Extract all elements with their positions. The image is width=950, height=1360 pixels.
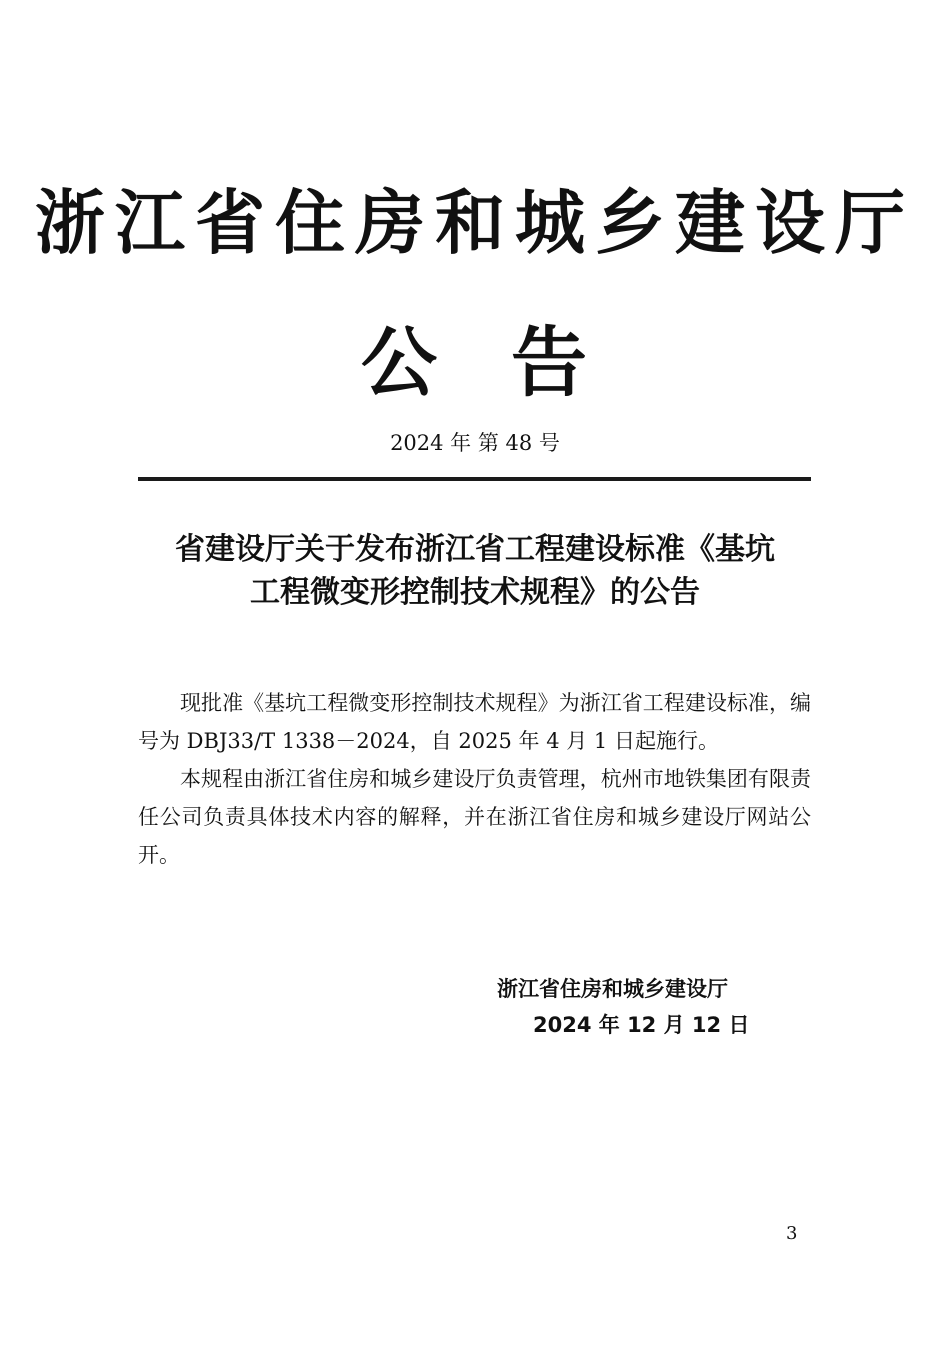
- signature-block: [497, 971, 797, 1043]
- document-number: 2024 年 第 48 号: [390, 431, 560, 455]
- headline-line-1: 省建设厅关于发布浙江省工程建设标准《基坑: [175, 532, 775, 567]
- notice-char-1: 公: [361, 318, 437, 407]
- headline-line-2: 工程微变形控制技术规程》的公告: [250, 575, 700, 610]
- notice-body: [138, 684, 811, 874]
- signature-date: 2024 年 12 月 12 日: [533, 1013, 750, 1037]
- notice-char-2: 告: [511, 318, 587, 407]
- body-paragraph-2: 本规程由浙江省住房和城乡建设厅负责管理，杭州市地铁集团有限责任公司负责具体技术内容的解释，并在浙江省住房和城乡建设厅网站公开。: [138, 767, 811, 867]
- body-paragraph-1: 现批准《基坑工程微变形控制技术规程》为浙江省工程建设标准，编号为 DBJ33/T 1338－2024，自 2025 年 4 月 1 日起施行。: [138, 691, 811, 753]
- agency-title: 浙江省住房和城乡建设厅: [35, 182, 915, 264]
- notice-headline: [100, 528, 850, 614]
- header-divider: [138, 477, 811, 481]
- signature-issuer: 浙江省住房和城乡建设厅: [497, 977, 728, 1001]
- page-number: 3: [786, 1223, 798, 1244]
